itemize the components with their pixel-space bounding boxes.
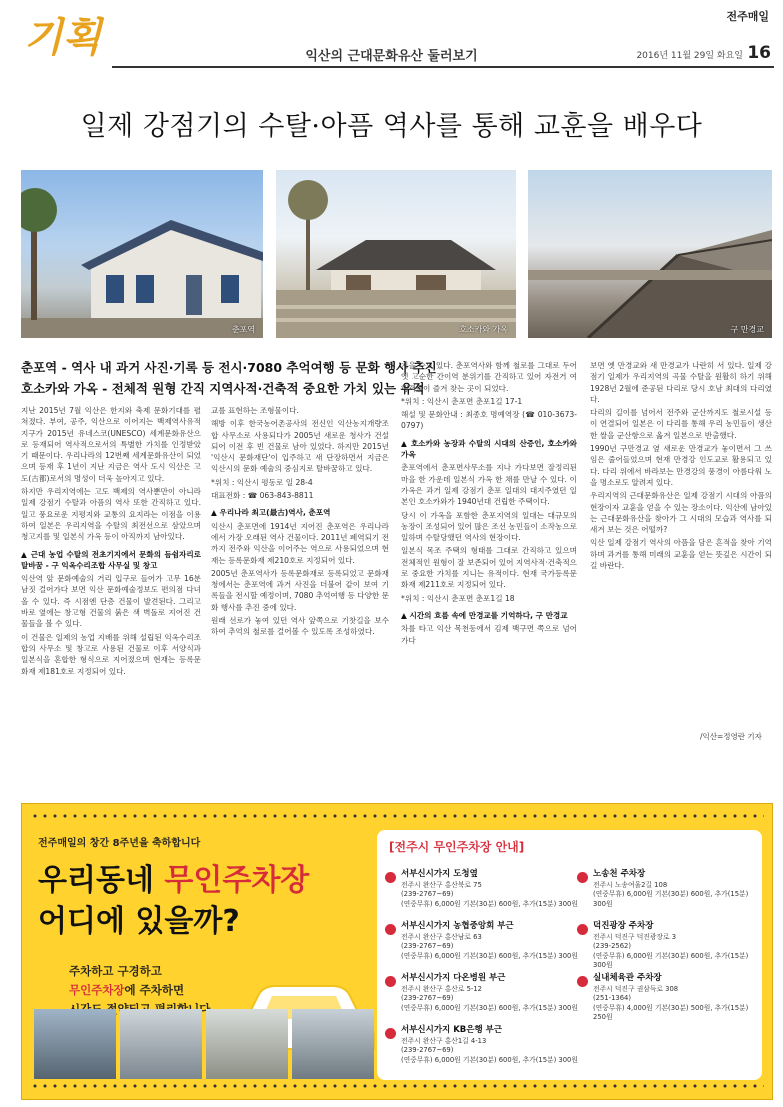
parking-photo [34, 1009, 116, 1079]
lot-name: 노송천 주차장 [593, 869, 646, 879]
paragraph: 2005년 춘포역사가 등록문화재로 등록되었고 문화재청에서는 춘포역에 과거 사진을 더불어 같이 보여 기록들을 전시할 예정이며, 7080 추억여행 등 다양한 문화 행사를 추진 중에 있다. [211, 568, 389, 612]
parking-photo [292, 1009, 374, 1079]
section-heading: ▲ 우리나라 최고(最古)역사, 춘포역 [211, 508, 331, 518]
ad-headline-1 [38, 855, 309, 899]
dotted-border-top [30, 814, 764, 818]
paragraph: 보면 옛 만경교와 새 만경교가 나란히 서 있다. 일제 강점기 일제가 우리지역의 곡물 수탈을 원활히 하기 위해 1928년 2월에 준공된 다리로 당시 호남 최대의 다리였다. [590, 361, 772, 404]
lot-fee: (연중무휴) 6,000원 기본(30분) 600원, 추가(15분) 300원 [401, 899, 578, 908]
ad-headline-text: 우리동네 [38, 863, 165, 898]
article-subhead-2: 호소카와 가옥 - 전체적 원형 간직 지역사적·건축적 중요한 가치 있는 유적 [21, 381, 425, 396]
location-info: *위치 : 익산시 춘포면 춘포1길 17-1 [401, 396, 523, 406]
paragraph: 익산 일제 강점기 역사의 아픔을 담은 흔적을 찾아 기억하며 과거를 통해 미래의 교훈을 얻는 뜻깊은 시간이 되길 바란다. [590, 538, 772, 571]
guide-info: 해설 및 문화안내 : 최종호 명예역장 (☎ 010-3673-0797) [401, 410, 577, 431]
lot-phone: (239-2767~69) [401, 994, 454, 1002]
lot-name: 서부신시가지 농협중앙회 부근 [401, 921, 514, 931]
parking-lot-entry [401, 870, 581, 909]
paragraph: 하지만 우리지역에는 고도 백제의 역사뿐만이 아니라 일제 강점기 수탈과 아픔의 역사 또한 간직하고 있다. 일고 풍요로운 지평지와 교통의 요지라는 이점을 이용하여 일본은 우리지역을 수탈의 최전선으로 삼았으며 청고지를 및 일본식 가옥 등이 아직까지 남아있다. [21, 487, 201, 542]
lot-phone: (239-2767~69) [401, 890, 454, 898]
lot-fee: (연중무휴) 6,000원 기본(30분) 600원, 추가(15분) 300원 [401, 1055, 578, 1064]
paragraph: 우리지역의 근대문화유산은 일제 강점기 시대의 아픔의 현장이자 교훈을 얻을 수 있는 장소이다. 익산에 남아있는 근대문화유산을 찾아가 그 시대의 모습과 역사를 되새겨 보는 것은 어떨까? [590, 491, 772, 535]
ad-headline-highlight: 무인주차장 [164, 863, 310, 898]
location-pin-icon [385, 1028, 396, 1039]
location-pin-icon [385, 924, 396, 935]
parking-lot-entry [401, 1026, 581, 1065]
info-title: [전주시 무인주차장 안내] [389, 840, 525, 854]
ad-congrats: 전주매일의 창간 8주년을 축하합니다 [38, 838, 201, 849]
page-header [0, 0, 783, 62]
phone-info: 대표전화 : ☎ 063-843-8811 [211, 491, 314, 501]
article-column-3 [401, 360, 577, 788]
lot-address: 전주시 완산구 홍산1길 4-13 [401, 1036, 487, 1045]
lot-fee: (연중무휴) 6,000원 기본(30분) 600원, 추가(15분) 300원 [401, 951, 578, 960]
location-info: *위치 : 익산시 평동로 일 28-4 [211, 477, 313, 487]
lot-address: 전주시 덕진구 권삼득로 308 [593, 984, 679, 993]
parking-photo [120, 1009, 202, 1079]
photo-chunpo-station [21, 170, 263, 338]
parking-lot-entry [593, 974, 759, 1023]
photo-caption: 춘포역 [231, 325, 255, 334]
location-info: *위치 : 익산시 춘포면 춘포1길 18 [401, 593, 515, 603]
paragraph: 이 건물은 일제의 농업 지배를 위해 설립된 익옥수리조합의 사무소 및 창고로 사용된 건물로 이후 서양식과 일본식을 혼합한 형식으로 지어졌으며 현재는 등록문화재 제181호로 지정되어 있다. [21, 632, 201, 676]
parking-lot-entry [593, 870, 759, 909]
paragraph: 당시 이 가옥을 포함한 춘포지역의 일대는 대규모의 농장이 조성되어 있어 많은 조선 농민들이 소작농으로 일하며 수탈당했던 역사의 현장이다. [401, 510, 577, 543]
parking-photo [206, 1009, 288, 1079]
location-pin-icon [577, 872, 588, 883]
lot-fee: (연중무휴) 6,000원 기본(30분) 600원, 추가(15분) 300원 [593, 951, 749, 969]
article-title: 일제 강점기의 수탈·아픔 역사를 통해 교훈을 배우다 [80, 111, 703, 142]
section-tag: 기획 [24, 14, 102, 61]
parking-lot-entry [401, 922, 581, 961]
paragraph: 익산시 춘포면에 1914년 지어진 춘포역은 우리나라에서 가장 오래된 역사 건물이다. 2011년 폐역되기 전까지 전주와 익산을 이어주는 역으로 사용되었으며 현재는 등록문화재 제210호로 지정되어 있다. [211, 521, 389, 565]
lot-phone: (239-2767~69) [401, 942, 454, 950]
section-heading: ▲ 근대 농업 수탈의 전초기지에서 문화의 듬쉼자리로 탈바꿈 - 구 익옥수리조합 사무실 및 창고 [21, 549, 201, 570]
location-pin-icon [577, 976, 588, 987]
lot-fee: (연중무휴) 4,000원 기본(30분) 500원, 추가(15분) 250원 [593, 1003, 749, 1021]
paragraph: 일본식 목조 주택의 형태를 그대로 간직하고 있으며 전체적인 원형이 잘 보존되어 있어 지역사적·건축적으로 중요한 가치를 지니는 유적이다. 현재 국가등록문화재 제211호로 지정되어 있다. [401, 546, 577, 590]
byline: /익산=정영란 기자 [700, 732, 762, 741]
house-illustration [276, 170, 516, 338]
lot-phone: (239-2767~69) [401, 1046, 454, 1054]
lot-fee: (연중무휴) 6,000원 기본(30분) 600원, 추가(15분) 300원 [401, 1003, 578, 1012]
parking-advertisement [21, 803, 773, 1100]
ad-body-line: 주차하고 구경하고 [69, 964, 162, 978]
header-rule [112, 66, 774, 68]
photo-hosokawa-house [276, 170, 516, 338]
section-heading: ▲ 호소카와 농장과 수탈의 시대의 산증인, 호소카와 가옥 [401, 438, 577, 460]
lot-address: 전주시 노송여울2길 108 [593, 880, 668, 889]
station-building-illustration [21, 170, 263, 338]
parking-info-box [377, 830, 762, 1080]
lot-address: 전주시 덕진구 덕진광장로 3 [593, 932, 677, 941]
issue-date: 2016년 11월 29일 화요일 [636, 51, 743, 61]
paragraph: 차를 타고 익산 목천동에서 김제 백구면 쪽으로 넘어가다 [401, 624, 577, 645]
paragraph: 해방 이후 한국농어촌공사의 전신인 익산농지개량조합 사무소로 사용되다가 2005년 새로운 청사가 건설되어 이전 후 빈 건물로 남아 있었다. 하지만 2015년 '익산시 문화재단'이 입주하고 새 단장하면서 지금은 익산시의 문화 예술의 중심지로 탈바꿈하고 있다. [211, 419, 389, 474]
parking-lot-entry [593, 922, 759, 971]
paragraph: 다리의 길이를 넘어서 전주와 군산까지도 철로시설 등이 연결되어 일본은 이 다리를 통해 우리 농민들이 생산한 쌀을 군산항으로 옮겨 일본으로 반출했다. [590, 408, 772, 440]
lot-address: 전주시 완산구 홍산북로 75 [401, 880, 482, 889]
paper-name: 전주매일 [726, 10, 769, 23]
ad-body-line [69, 981, 215, 1000]
section-title: 익산의 근대문화유산 둘러보기 [305, 49, 478, 64]
ad-headline-2: 어디에 있을까? [38, 904, 240, 939]
lot-name: 서부신시가지 도청옆 [401, 869, 478, 879]
photo-caption: 호소카와 가옥 [459, 325, 508, 334]
lot-name: 서부신시가지 KB은행 부근 [401, 1025, 503, 1035]
ad-body-text: 에 주차하면 [124, 983, 185, 997]
paragraph: 지을 수도 있다. 춘포역사와 함께 철로를 그대로 두어 옛 고순한 간이역 분위기를 간직하고 있어 자전거 여행객들이 즐겨 찾는 곳이 되었다. [401, 361, 577, 393]
article-subhead-1: 춘포역 - 역사 내 과거 사진·기록 등 전시·7080 추억여행 등 문화 행사 추진 [21, 360, 437, 375]
lot-name: 덕진광장 주차장 [593, 921, 654, 931]
lot-name: 서부신시가지 다온병원 부근 [401, 973, 506, 983]
lot-phone: (251-1364) [593, 994, 632, 1002]
lot-phone: (239-2562) [593, 942, 632, 950]
lot-name: 실내체육관 주차장 [593, 973, 662, 983]
dotted-border-bottom [30, 1084, 764, 1088]
paragraph: 교를 표현하는 조형물이다. [211, 406, 299, 415]
article-column-1 [21, 405, 201, 787]
location-pin-icon [385, 976, 396, 987]
photo-mangyeong-bridge [528, 170, 772, 338]
page-number: 16 [747, 43, 771, 63]
lot-fee: (연중무휴) 6,000원 기본(30분) 600원, 추가(15분) 300원 [593, 890, 749, 908]
location-pin-icon [577, 924, 588, 935]
ad-body-highlight: 무인주차장 [69, 983, 125, 997]
location-pin-icon [385, 872, 396, 883]
paragraph: 1990년 구만경교 옆 새로운 만경교가 놓이면서 그 쓰임은 줄어들었으며 현재 만경강 인도교로 활용되고 있다. 다리 위에서 바라보는 만경강의 풍경이 아름다워 노을 명소로도 알려져 있다. [590, 444, 772, 487]
section-heading: ▲ 시간의 흐름 속에 만경교를 기억하다, 구 만경교 [401, 610, 568, 620]
paragraph: 익산역 앞 문화예술의 거리 입구로 들어가 고무 16분 남짓 걸어가다 보면 익산 문화예술정보도 편의점 다녀올 수 있다. 즉 시점엔 단층 건물이 발견된다. 그리고 바로 옆에는 창고형 건물의 붉은 색 벽돌로 지어진 건물들을 볼 수 있다. [21, 574, 201, 629]
paragraph: 춘포역에서 춘포면사무소를 지나 가다보면 잘정리된 마을 한 가운데 일본식 가옥 한 채를 만날 수 있다. 이 가옥은 과거 일제 강점기 춘포 일대의 대지주였던 일본인 호소카와가 1940년대 건립한 주택이다. [401, 463, 577, 507]
parking-photos [34, 1009, 374, 1081]
paragraph: 원래 선로가 놓여 있던 역사 앞쪽으로 기찻길을 보수하여 추억의 철로를 걸어볼 수 있도록 조성하였다. [211, 616, 389, 637]
bridge-illustration [528, 170, 772, 338]
article-column-2 [211, 405, 389, 787]
paragraph: 지난 2015년 7월 익산은 한지와 축제 문화기대를 펼쳐졌다. 부여, 공주, 익산으로 이어지는 백제역사유적지구가 2015년 유네스코(UNESCO) 세계문화유산으로 등재되어 역사적으로서의 특별한 가치를 인정받았기 때문이다. 우리나라의 12번째 세계문화유산이 되었으며 등재 후 1년이 지난 지금은 역사 도시 익산은 고도(古都)로서의 명성이 더욱 높아지고 있다. [21, 406, 201, 483]
lot-address: 전주시 완산구 홍산남로 63 [401, 932, 482, 941]
photo-caption: 구 만경교 [730, 325, 764, 334]
parking-lot-entry [401, 974, 581, 1013]
article-column-4 [590, 360, 772, 750]
lot-address: 전주시 완산구 홍산로 5-12 [401, 984, 482, 993]
